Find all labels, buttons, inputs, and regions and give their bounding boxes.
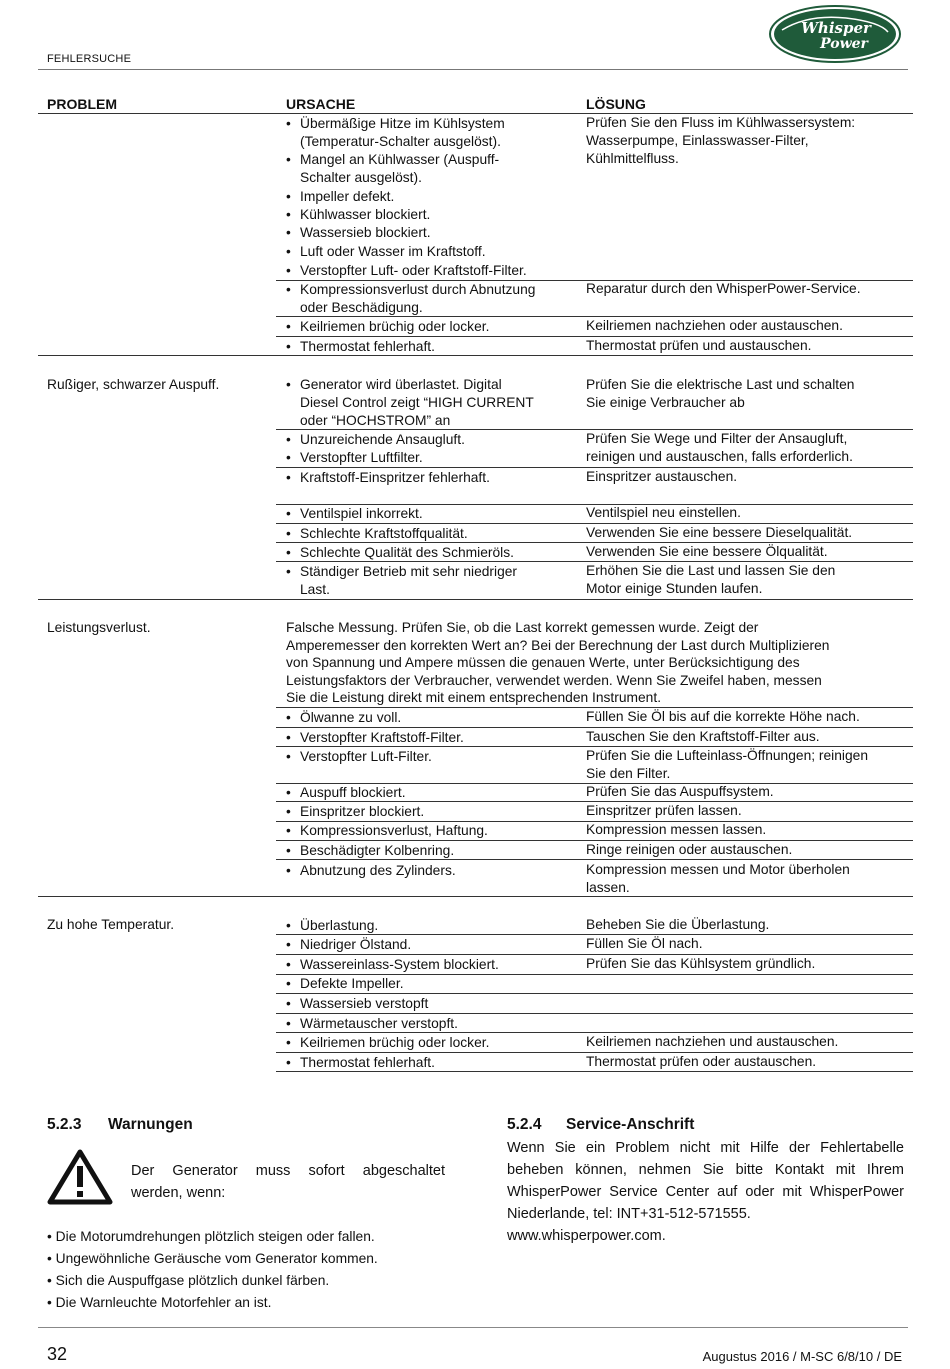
bullet-icon: •: [286, 263, 291, 278]
bullet-icon: •: [286, 863, 291, 878]
cause-line: Luft oder Wasser im Kraftstoff.: [300, 244, 486, 259]
bullet-icon: •: [286, 282, 291, 297]
warnings-intro: [131, 1160, 445, 1204]
solution-line: Thermostat prüfen oder austauschen.: [586, 1054, 817, 1069]
solution-line: Sie den Filter.: [586, 766, 671, 781]
solution-line: Keilriemen nachziehen und austauschen.: [586, 1034, 839, 1049]
warning-item: • Sich die Auspuffgase plötzlich dunkel färben.: [47, 1273, 330, 1288]
solution-line: Erhöhen Sie die Last und lassen Sie den: [586, 563, 836, 578]
bullet-icon: •: [286, 996, 291, 1011]
solution-line: Prüfen Sie die Lufteinlass-Öffnungen; reinigen: [586, 748, 869, 763]
bullet-icon: •: [286, 957, 291, 972]
cause-line: Verstopfter Luftfilter.: [300, 450, 423, 465]
warning-item: • Ungewöhnliche Geräusche vom Generator kommen.: [47, 1251, 378, 1266]
bullet-icon: •: [286, 843, 291, 858]
solution-line: reinigen und austauschen, falls erforderlich.: [586, 449, 853, 464]
row-divider: [276, 1071, 913, 1072]
cause-line: Verstopfter Luft-Filter.: [300, 749, 432, 764]
section-divider: [38, 355, 913, 356]
footer-divider: [38, 1327, 908, 1328]
table-header: [0, 96, 950, 114]
solution-line: Ventilspiel neu einstellen.: [586, 505, 741, 520]
cause-line: Mangel an Kühlwasser (Auspuff-: [300, 152, 500, 167]
solution-line: Prüfen Sie die elektrische Last und schalten: [586, 377, 855, 392]
cause-line: Diesel Control zeigt “HIGH CURRENT: [300, 395, 534, 410]
cause-line: Einspritzer blockiert.: [300, 804, 425, 819]
bullet-icon: •: [286, 749, 291, 764]
cause-line: Wassersieb verstopft: [300, 996, 429, 1011]
row-divider: [276, 859, 913, 860]
solution-line: Keilriemen nachziehen oder austauschen.: [586, 318, 843, 333]
warning-item-text: Ungewöhnliche Geräusche vom Generator kommen.: [55, 1251, 378, 1266]
cause-line: Kraftstoff-Einspritzer fehlerhaft.: [300, 470, 490, 485]
solution-line: Kompression messen lassen.: [586, 822, 767, 837]
service-number: 5.2.4: [507, 1116, 542, 1133]
cause-line: Impeller defekt.: [300, 189, 395, 204]
note-line: von Spannung und Ampere müssen die genauen Werte, unter Berücksichtigung des: [286, 655, 800, 670]
row-divider: [276, 1013, 913, 1014]
solution-line: Prüfen Sie das Kühlsystem gründlich.: [586, 956, 816, 971]
warning-item-text: Die Warnleuchte Motorfehler an ist.: [55, 1295, 272, 1310]
solution-line: Prüfen Sie den Fluss im Kühlwassersystem:: [586, 115, 856, 130]
note-line: Falsche Messung. Prüfen Sie, ob die Last korrekt gemessen wurde. Zeigt der: [286, 620, 759, 635]
whisperpower-logo: [768, 4, 902, 64]
bullet-icon: •: [286, 823, 291, 838]
bullet-icon: •: [286, 506, 291, 521]
solution-line: lassen.: [586, 880, 630, 895]
cause-line: (Temperatur-Schalter ausgelöst).: [300, 134, 501, 149]
warning-item: • Die Warnleuchte Motorfehler an ist.: [47, 1295, 272, 1310]
solution-line: Wasserpumpe, Einlasswasser-Filter,: [586, 133, 809, 148]
warning-item-text: Die Motorumdrehungen plötzlich steigen oder fallen.: [55, 1229, 375, 1244]
warnings-number: 5.2.3: [47, 1116, 82, 1133]
service-text: [507, 1137, 904, 1247]
cause-line: Verstopfter Kraftstoff-Filter.: [300, 730, 464, 745]
cause-line: Abnutzung des Zylinders.: [300, 863, 456, 878]
warning-item: • Die Motorumdrehungen plötzlich steigen oder fallen.: [47, 1229, 375, 1244]
section-divider: [38, 896, 913, 897]
cause-line: Schlechte Qualität des Schmieröls.: [300, 545, 514, 560]
solution-line: Füllen Sie Öl bis auf die korrekte Höhe nach.: [586, 709, 860, 724]
bullet-icon: •: [286, 470, 291, 485]
cause-line: Generator wird überlastet. Digital: [300, 377, 502, 392]
problem-label: Zu hohe Temperatur.: [47, 917, 175, 932]
warnings-intro-line: werden, wenn:: [131, 1185, 226, 1201]
bullet-icon: •: [286, 785, 291, 800]
cause-line: Keilriemen brüchig oder locker.: [300, 319, 490, 334]
bullet-icon: •: [286, 1035, 291, 1050]
note-line: Amperemesser den korrekten Wert an? Bei der Berechnung der Last durch Multiplizieren: [286, 638, 830, 653]
problem-label: Rußiger, schwarzer Auspuff.: [47, 377, 220, 392]
bullet-icon: •: [286, 976, 291, 991]
cause-line: Kompressionsverlust durch Abnutzung: [300, 282, 536, 297]
cause-line: Schalter ausgelöst).: [300, 170, 422, 185]
bullet-icon: •: [286, 937, 291, 952]
cause-line: Last.: [300, 582, 330, 597]
bullet-icon: •: [286, 564, 291, 579]
solution-line: Motor einige Stunden laufen.: [586, 581, 763, 596]
solution-line: Kompression messen und Motor überholen: [586, 862, 850, 877]
cause-line: oder Beschädigung.: [300, 300, 423, 315]
solution-line: Verwenden Sie eine bessere Ölqualität.: [586, 544, 828, 559]
warning-item-text: Sich die Auspuffgase plötzlich dunkel färben.: [55, 1273, 330, 1288]
bullet-icon: •: [286, 152, 291, 167]
bullet-icon: •: [286, 526, 291, 541]
bullet-icon: •: [286, 450, 291, 465]
cause-line: Wassersieb blockiert.: [300, 225, 431, 240]
cause-line: Defekte Impeller.: [300, 976, 404, 991]
cause-line: Wassereinlass-System blockiert.: [300, 957, 499, 972]
solution-line: Füllen Sie Öl nach.: [586, 936, 703, 951]
bullet-icon: •: [286, 730, 291, 745]
cause-line: Wärmetauscher verstopft.: [300, 1016, 458, 1031]
note-line: Sie die Leistung direkt mit einem entsprechenden Instrument.: [286, 690, 662, 705]
cause-line: Keilriemen brüchig oder locker.: [300, 1035, 490, 1050]
cause-line: Verstopfter Luft- oder Kraftstoff-Filter.: [300, 263, 527, 278]
col-problem: PROBLEM: [47, 96, 117, 112]
cause-line: Ständiger Betrieb mit sehr niedriger: [300, 564, 518, 579]
cause-line: Beschädigter Kolbenring.: [300, 843, 455, 858]
warning-icon: [47, 1149, 113, 1205]
bullet-icon: •: [286, 189, 291, 204]
solution-line: Ringe reinigen oder austauschen.: [586, 842, 793, 857]
cause-line: Thermostat fehlerhaft.: [300, 339, 435, 354]
cause-line: Ölwanne zu voll.: [300, 710, 402, 725]
note-line: Leistungsfaktors der Verbraucher, verwendet werden. Wenn Sie Zweifel haben, messen: [286, 673, 822, 688]
cause-line: oder “HOCHSTROM” an: [300, 413, 451, 428]
solution-line: Reparatur durch den WhisperPower-Service.: [586, 281, 861, 296]
bullet-icon: •: [286, 804, 291, 819]
bullet-icon: •: [286, 918, 291, 933]
problem-label: Leistungsverlust.: [47, 620, 151, 635]
header-divider: [38, 69, 908, 70]
solution-line: Einspritzer prüfen lassen.: [586, 803, 742, 818]
bullet-icon: •: [286, 244, 291, 259]
row-divider: [276, 993, 913, 994]
bullet-icon: •: [286, 225, 291, 240]
cause-line: Niedriger Ölstand.: [300, 937, 412, 952]
cause-line: Schlechte Kraftstoffqualität.: [300, 526, 468, 541]
solution-line: Sie einige Verbraucher ab: [586, 395, 745, 410]
bullet-icon: •: [286, 432, 291, 447]
bullet-icon: •: [286, 116, 291, 131]
solution-line: Thermostat prüfen und austauschen.: [586, 338, 812, 353]
solution-line: Prüfen Sie Wege und Filter der Ansaugluft,: [586, 431, 848, 446]
cause-line: Übermäßige Hitze im Kühlsystem: [300, 116, 505, 131]
service-title: Service-Anschrift: [566, 1116, 695, 1133]
cause-line: Thermostat fehlerhaft.: [300, 1055, 435, 1070]
warnings-intro-line: Der Generator muss sofort abgeschaltet: [131, 1163, 445, 1179]
bullet-icon: •: [286, 319, 291, 334]
page-number: 32: [47, 1344, 68, 1364]
section-divider: [38, 599, 913, 600]
cause-line: Auspuff blockiert.: [300, 785, 406, 800]
cause-line: Überlastung.: [300, 918, 379, 933]
bullet-icon: •: [286, 1016, 291, 1031]
bullet-icon: •: [286, 1055, 291, 1070]
bullet-icon: •: [286, 339, 291, 354]
warnings-title: Warnungen: [108, 1116, 193, 1133]
logo-word-1: Whisper: [801, 19, 871, 37]
cause-line: Kühlwasser blockiert.: [300, 207, 431, 222]
bullet-icon: •: [286, 710, 291, 725]
document-reference: Augustus 2016 / M-SC 6/8/10 / DE: [702, 1349, 902, 1364]
bullet-icon: •: [286, 207, 291, 222]
cause-line: Ventilspiel inkorrekt.: [300, 506, 423, 521]
section-title: FEHLERSUCHE: [47, 53, 132, 65]
bullet-icon: •: [286, 377, 291, 392]
solution-line: Kühlmittelfluss.: [586, 151, 679, 166]
bullet-icon: •: [286, 545, 291, 560]
service-paragraph: Wenn Sie ein Problem nicht mit Hilfe der Fehlertabelle beheben können, nehmen Sie bitte Kontakt mit Ihrem WhisperPower Service Center auf oder mit WhisperPower Niederlande, tel: INT+31-512-571555.: [507, 1140, 904, 1222]
cause-line: Kompressionsverlust, Haftung.: [300, 823, 488, 838]
solution-line: Tauschen Sie den Kraftstoff-Filter aus.: [586, 729, 820, 744]
solution-line: Beheben Sie die Überlastung.: [586, 917, 770, 932]
service-url[interactable]: www.whisperpower.com.: [507, 1228, 666, 1244]
logo-word-2: Power: [820, 36, 868, 52]
solution-line: Verwenden Sie eine bessere Dieselqualität.: [586, 525, 853, 540]
col-cause: URSACHE: [286, 96, 356, 112]
col-solution: LÖSUNG: [586, 96, 646, 112]
solution-line: Prüfen Sie das Auspuffsystem.: [586, 784, 774, 799]
solution-line: Einspritzer austauschen.: [586, 469, 738, 484]
cause-line: Unzureichende Ansaugluft.: [300, 432, 465, 447]
